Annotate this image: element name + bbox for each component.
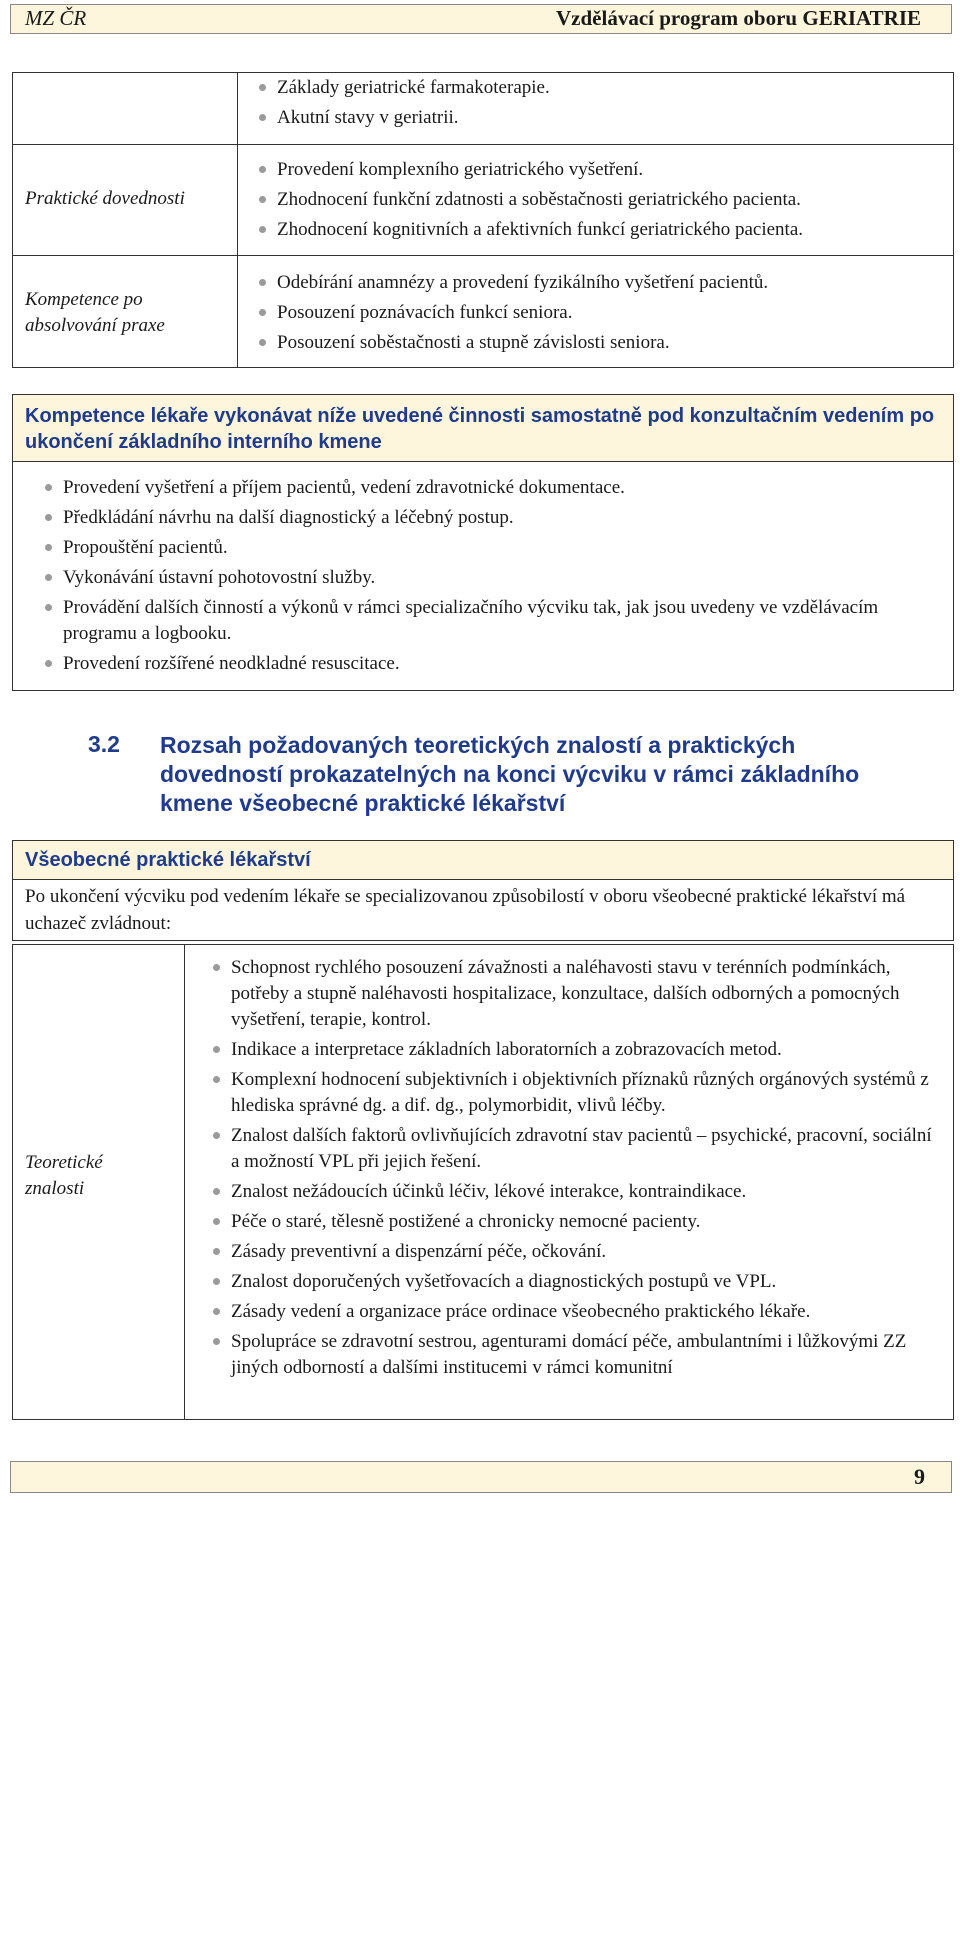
row-label-competence bbox=[25, 287, 165, 339]
header-ministry: MZ ČR bbox=[25, 6, 87, 30]
list-item: Znalost dalších faktorů ovlivňujících zdravotní stav pacientů – psychické, pracovní, sociální a možností VPL při jejich řešení. bbox=[203, 1123, 943, 1175]
row1-list bbox=[249, 155, 803, 245]
page-footer bbox=[10, 1461, 952, 1493]
list-item: Akutní stavy v geriatrii. bbox=[249, 103, 550, 133]
competence-table bbox=[12, 72, 954, 368]
list-item: Propouštění pacientů. bbox=[35, 533, 935, 563]
theoretical-knowledge-table bbox=[12, 944, 954, 1420]
row-label-line: Kompetence po bbox=[25, 289, 143, 310]
consultation-list bbox=[35, 473, 935, 679]
list-item: Znalost doporučených vyšetřovacích a diagnostických postupů ve VPL. bbox=[203, 1269, 943, 1295]
list-item: Schopnost rychlého posouzení závažnosti a naléhavosti stavu v terénních podmínkách, potřeby a stupně naléhavosti hospitalizace, konzultace, dalších odborných a pomocných vyšetření, terapie, kontrol. bbox=[203, 955, 943, 1033]
list-item: Provádění dalších činností a výkonů v rámci specializačního výcviku tak, jak jsou uvedeny ve vzdělávacím programu a logbooku. bbox=[35, 593, 935, 649]
row-label-practical-skills: Praktické dovednosti bbox=[25, 188, 185, 209]
list-item: Péče o staré, tělesně postižené a chronicky nemocné pacienty. bbox=[203, 1209, 943, 1235]
row0-list bbox=[249, 73, 550, 133]
list-item: Vykonávání ústavní pohotovostní služby. bbox=[35, 563, 935, 593]
knowledge-list bbox=[203, 955, 943, 1381]
row-label-line: Teoretické bbox=[25, 1152, 103, 1173]
page-number: 9 bbox=[914, 1464, 925, 1489]
list-item: Zhodnocení funkční zdatnosti a soběstačnosti geriatrického pacienta. bbox=[249, 185, 803, 215]
list-item: Znalost nežádoucích účinků léčiv, lékové interakce, kontraindikace. bbox=[203, 1179, 943, 1205]
list-item: Předkládání návrhu na další diagnostický a léčebný postup. bbox=[35, 503, 935, 533]
box-title: Všeobecné praktické lékařství bbox=[12, 840, 954, 880]
list-item: Zásady vedení a organizace práce ordinace všeobecného praktického lékaře. bbox=[203, 1299, 943, 1325]
row-label-theoretical bbox=[25, 1150, 103, 1202]
page-header bbox=[10, 4, 952, 34]
list-item: Provedení vyšetření a příjem pacientů, vedení zdravotnické dokumentace. bbox=[35, 473, 935, 503]
list-item: Indikace a interpretace základních laboratorních a zobrazovacích metod. bbox=[203, 1037, 943, 1063]
list-item: Provedení rozšířené neodkladné resuscitace. bbox=[35, 649, 935, 679]
list-item: Komplexní hodnocení subjektivních i objektivních příznaků různých orgánových systémů z hlediska správné dg. a dif. dg., polymorbidit, vlivů léčby. bbox=[203, 1067, 943, 1119]
list-item: Odebírání anamnézy a provedení fyzikálního vyšetření pacientů. bbox=[249, 268, 768, 298]
list-item: Zásady preventivní a dispenzární péče, očkování. bbox=[203, 1239, 943, 1265]
row-label-line: znalosti bbox=[25, 1178, 85, 1199]
box-intro: Po ukončení výcviku pod vedením lékaře se specializovanou způsobilostí v oboru všeobecné praktické lékařství má uchazeč zvládnout: bbox=[12, 879, 954, 941]
section-number: 3.2 bbox=[88, 731, 120, 757]
section-title: Rozsah požadovaných teoretických znalostí a praktických dovedností prokazatelných na konci výcviku v rámci základního kmene všeobecné praktické lékařství bbox=[160, 732, 860, 816]
list-item: Posouzení soběstačnosti a stupně závislosti seniora. bbox=[249, 328, 768, 358]
list-item: Zhodnocení kognitivních a afektivních funkcí geriatrického pacienta. bbox=[249, 215, 803, 245]
list-item: Provedení komplexního geriatrického vyšetření. bbox=[249, 155, 803, 185]
header-program-title: Vzdělávací program oboru GERIATRIE bbox=[556, 6, 921, 30]
list-item: Základy geriatrické farmakoterapie. bbox=[249, 73, 550, 103]
list-item: Spolupráce se zdravotní sestrou, agenturami domácí péče, ambulantními i lůžkovými ZZ jiných odborností a dalšími institucemi v rámci komunitní bbox=[203, 1329, 943, 1381]
list-item: Posouzení poznávacích funkcí seniora. bbox=[249, 298, 768, 328]
row2-list bbox=[249, 268, 768, 358]
row-label-line: absolvování praxe bbox=[25, 315, 165, 336]
consultation-competence-box bbox=[12, 394, 954, 691]
box-title: Kompetence lékaře vykonávat níže uvedené činnosti samostatně pod konzultačním vedením po ukončení základního interního kmene bbox=[13, 395, 953, 462]
